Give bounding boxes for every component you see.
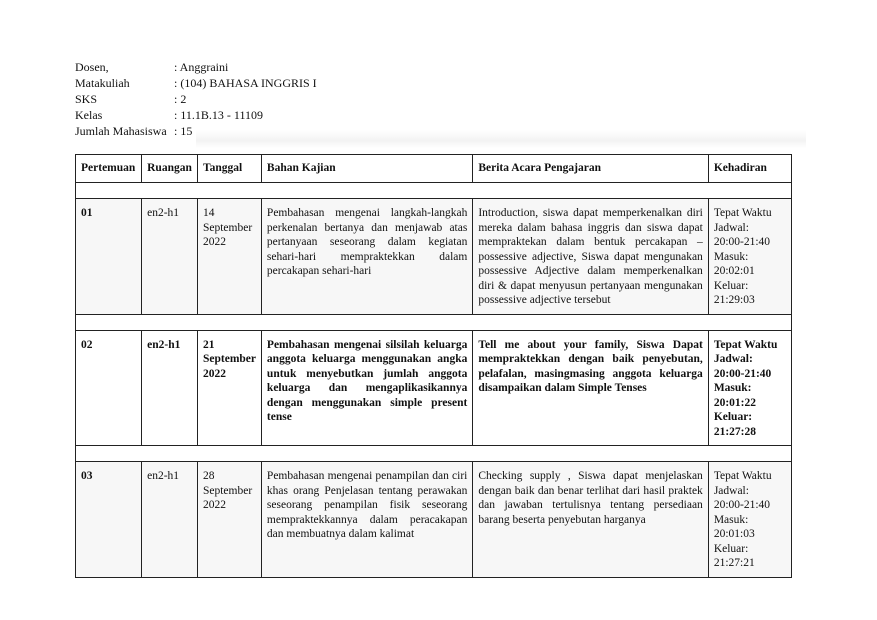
masuk-value: 20:02:01 bbox=[713, 265, 755, 277]
keluar-value: 21:29:03 bbox=[713, 294, 755, 306]
cell-tanggal: 28 September 2022 bbox=[197, 462, 261, 578]
cell-pertemuan: 02 bbox=[76, 330, 142, 446]
scan-shadow bbox=[196, 130, 806, 148]
cell-tanggal: 14 September 2022 bbox=[197, 199, 261, 315]
table-row bbox=[76, 199, 792, 315]
header-bahan-kajian: Bahan Kajian bbox=[261, 155, 472, 183]
keluar-label: Keluar: bbox=[713, 279, 749, 292]
kehadiran-status: Tepat Waktu bbox=[713, 470, 772, 482]
cell-bahan-kajian: Pembahasan mengenai langkah-langkah perkenalan bertanya dan menjawab atas pertanyaan seseorang dalam kegiatan sehari-hari mempraktekkan dalam percakapan sehari-hari bbox=[261, 199, 472, 315]
masuk-label: Masuk: bbox=[713, 250, 749, 263]
matakuliah-row bbox=[75, 75, 317, 91]
header-berita-acara: Berita Acara Pengajaran bbox=[473, 155, 708, 183]
jadwal-value: 20:00-21:40 bbox=[713, 499, 771, 511]
header-tanggal: Tanggal bbox=[197, 155, 261, 183]
table-header-row bbox=[76, 155, 792, 183]
course-info bbox=[75, 59, 317, 139]
dosen-label: Dosen, bbox=[75, 60, 109, 74]
dosen-value: : Anggraini bbox=[174, 60, 229, 74]
kehadiran-status: Tepat Waktu bbox=[713, 338, 778, 351]
header-pertemuan: Pertemuan bbox=[76, 155, 142, 183]
cell-kehadiran bbox=[708, 462, 791, 578]
cell-pertemuan: 03 bbox=[76, 462, 142, 578]
matakuliah-label: Matakuliah bbox=[75, 76, 130, 90]
kelas-label: Kelas bbox=[75, 108, 103, 122]
teaching-log-table bbox=[75, 154, 792, 578]
cell-pertemuan: 01 bbox=[76, 199, 142, 315]
jumlah-label: Jumlah Mahasiswa bbox=[75, 124, 167, 138]
cell-kehadiran bbox=[708, 199, 791, 315]
table-row bbox=[76, 462, 792, 578]
keluar-label: Keluar: bbox=[713, 542, 749, 555]
cell-tanggal: 21 September 2022 bbox=[197, 330, 261, 446]
masuk-label: Masuk: bbox=[713, 382, 752, 394]
kehadiran-status: Tepat Waktu bbox=[713, 207, 772, 219]
cell-berita-acara: Introduction, siswa dapat memperkenalkan diri mereka dalam bahasa inggris dan siswa dapat mempraktekan dalam bentuk percakapan – possessive adjective, Siswa dapat mengunakan possessive Adjective dalam memperkenalkan diri & dapat menyusun pertanyaan mengunakan possessive adjective tersebut bbox=[473, 199, 708, 315]
jadwal-label: Jadwal: bbox=[713, 484, 749, 497]
jadwal-value: 20:00-21:40 bbox=[713, 367, 772, 380]
cell-bahan-kajian: Pembahasan mengenai penampilan dan ciri khas orang Penjelasan tentang perawakan seseorang penampilan fisik seseorang mempraktekkannya dalam peracakapan dan membuatnya dalam kalimat bbox=[261, 462, 472, 578]
cell-bahan-kajian: Pembahasan mengenai silsilah keluarga anggota keluarga menggunakan angka untuk menyebutkan jumlah anggota keluarga dan mengaplikasikannya dengan menggunakan simple present tense bbox=[261, 330, 472, 446]
table-row bbox=[76, 330, 792, 446]
jadwal-label: Jadwal: bbox=[713, 353, 753, 365]
masuk-label: Masuk: bbox=[713, 513, 749, 526]
sks-row bbox=[75, 91, 317, 107]
dosen-row bbox=[75, 59, 317, 75]
sks-value: : 2 bbox=[174, 92, 187, 106]
cell-ruangan: en2-h1 bbox=[142, 462, 198, 578]
header-ruangan: Ruangan bbox=[142, 155, 198, 183]
masuk-value: 20:01:22 bbox=[713, 396, 756, 409]
cell-berita-acara: Checking supply , Siswa dapat menjelaskan dengan baik dan benar terlihat dari hasil praktek dan jawaban tertulisnya tentang persediaan barang beserta penyebutan harganya bbox=[473, 462, 708, 578]
kelas-row bbox=[75, 107, 317, 123]
cell-ruangan: en2-h1 bbox=[142, 199, 198, 315]
header-kehadiran: Kehadiran bbox=[708, 155, 791, 183]
keluar-value: 21:27:28 bbox=[713, 425, 756, 438]
cell-berita-acara: Tell me about your family, Siswa Dapat mempraktekkan dengan baik penyebutan, pelafalan, masingmasing anggota keluarga disampaikan dalam Simple Tenses bbox=[473, 330, 708, 446]
jadwal-label: Jadwal: bbox=[713, 221, 749, 234]
sks-label: SKS bbox=[75, 92, 98, 106]
cell-kehadiran bbox=[708, 330, 791, 446]
cell-ruangan: en2-h1 bbox=[142, 330, 198, 446]
kelas-value: : 11.1B.13 - 11109 bbox=[174, 108, 263, 122]
jadwal-value: 20:00-21:40 bbox=[713, 236, 771, 248]
keluar-label: Keluar: bbox=[713, 411, 753, 423]
keluar-value: 21:27:21 bbox=[713, 557, 755, 569]
jumlah-value: : 15 bbox=[174, 124, 193, 138]
matakuliah-value: : (104) BAHASA INGGRIS I bbox=[174, 76, 317, 90]
masuk-value: 20:01:03 bbox=[713, 528, 755, 540]
